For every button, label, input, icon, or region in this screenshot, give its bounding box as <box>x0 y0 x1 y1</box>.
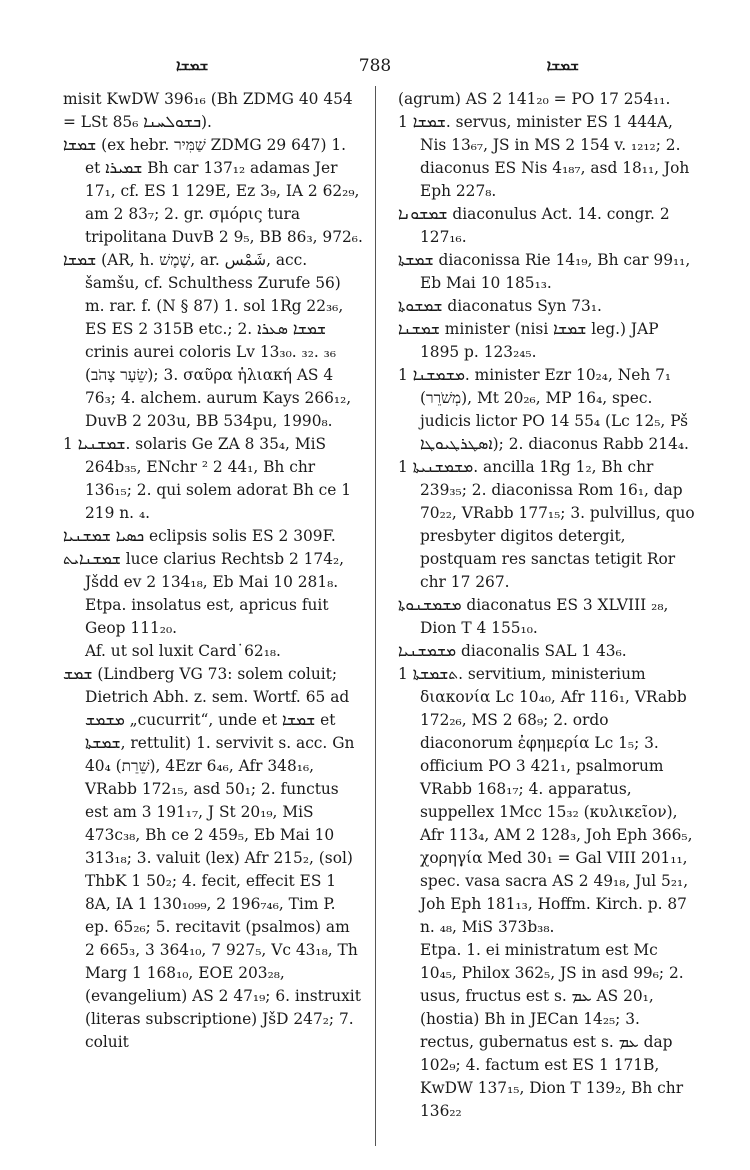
dictionary-entry: ܫܡܫܢܝܐ 1. solaris Ge ZA 8 35₄, MiS 264b₃₅, ENchr ² 2 44₁, Bh chr 136₁₅; 2. qui solem adorat Bh ce 1 219 n. ₄. <box>63 435 352 522</box>
header-right-word: ܫܡܫܐ <box>546 56 579 74</box>
dictionary-entry: ܫܡܫ (Lindberg VG 73: solem coluit; Dietrich Abh. z. sem. Wortf. 65 ad ܡܫܡܫ „cucurrit“, unde et ܫܡܫܐ et ܫܡܫܬܐ, rettulit) 1. servivit s. acc. Gn 40₄ (שֵׁרֵת), 4Ezr 6₄₆, Afr 348₁₆, VRabb 172₁₅, asd 50₁; 2. functus est am 3 191₁₇, J St 20₁₉, MiS 473c₃₈, Bh ce 2 459₅, Eb Mai 10 313₁₈; 3. valuit (lex) Afr 215₂, (sol) ThbK 1 50₂; 4. fecit, effecit ES 1 8A, IA 1 130₁₀₉₉, 2 196₇₄₆, Tim P. ep. 65₂₆; 5. recitavit (psalmos) am 2 665₃, 3 364₁₀, 7 927₅, Vc 43₁₈, Th Marg 1 168₁₀, EOE 203₂₈, (evangelium) AS 2 47₁₉; 6. instruxit (literas subscriptione) JšD 247₂; 7. coluit <box>63 665 361 1051</box>
dictionary-entry: ܫܡܫܐ 1. servus, minister ES 1 444A, Nis 13₆₇, JS in MS 2 154 v. ₁₂₁₂; 2. diaconus ES Nis 4₁₈₇, asd 18₁₁, Joh Eph 227₈. <box>398 113 690 200</box>
right-column <box>398 88 698 1123</box>
dictionary-entry: ܬܫܡܫܬܐ 1. servitium, ministerium διακονία Lc 10₄₀, Afr 116₁, VRabb 172₂₆, MS 2 68₉; 2. ordo diaconorum ἐφημερία Lc 1₅; 3. officium PO 3 421₁, psalmorum VRabb 168₁₇; 4. apparatus, suppellex 1Mcc 15₃₂ (κυλικεῖον), Afr 113₄, AM 2 128₃, Joh Eph 366₅, χορηγία Med 30₁ = Gal VIII 201₁₁, spec. vasa sacra AS 2 49₁₈, Jul 5₂₁, Joh Eph 181₁₃, Hoffm. Kirch. p. 87 n. ₄₈, MiS 373b₃₈. <box>398 665 693 936</box>
column-divider <box>375 86 376 1146</box>
dictionary-entry: Etpa. 1. ei ministratum est Mc 10₄₅, Philox 362₅, JS in asd 99₆; 2. usus, fructus est s. ܥܡ AS 20₁, (hostia) Bh in JECan 14₂₅; 3. rectus, gubernatus est s. ܥܡ dap 102₉; 4. factum est ES 1 171B, KwDW 137₁₅, Dion T 139₂, Bh chr 136₂₂ <box>420 941 684 1120</box>
dictionary-entry: Af. ut sol luxit Card˙62₁₈. <box>85 642 281 660</box>
dictionary-entry: (agrum) AS 2 141₂₀ = PO 17 254₁₁. <box>398 90 671 108</box>
dictionary-entry: ܫܡܫܢܐܝܬ luce clarius Rechtsb 2 174₂, Jšdd ev 2 134₁₈, Eb Mai 10 281₈. <box>63 550 345 591</box>
dictionary-entry: ܡܫܡܫܢܝܐ diaconalis SAL 1 43₆. <box>398 642 627 660</box>
dictionary-entry: ܫܡܫܐ (ex hebr. שַׁמִּיר ZDMG 29 647) 1. et ܫܡܝܪܐ Bh car 137₁₂ adamas Jer 17₁, cf. ES 1 129E, Ez 3₉, IA 2 62₂₉, am 2 83₇; 2. gr. σμόρις tura tripolitana DuvB 2 9₅, BB 86₃, 972₆. <box>63 136 363 246</box>
left-column <box>63 88 363 1054</box>
page-header <box>75 56 675 80</box>
dictionary-entry: Etpa. insolatus est, apricus fuit Geop 111₂₀. <box>85 596 329 637</box>
dictionary-entry: ܫܡܫܢܐ minister (nisi ܫܡܫܐ leg.) JAP 1895 p. 123₂₄₅. <box>398 320 659 361</box>
dictionary-entry: ܡܫܡܫܢܝܬܐ 1. ancilla 1Rg 1₂, Bh chr 239₃₅; 2. diaconissa Rom 16₁, dap 70₂₂, VRabb 177₁₅; 3. pulvillus, quo presbyter digitos detergit, postquam res sanctas tetigit Ror chr 17 267. <box>398 458 695 591</box>
dictionary-entry: ܡܫܡܫܢܘܬܐ diaconatus ES 3 XLVIII ₂₈, Dion T 4 155₁₀. <box>398 596 669 637</box>
dictionary-entry: ܫܡܫܐ (AR, h. שֶׁמֶשׁ, ar. شَمْس, acc. šamšu, cf. Schulthess Zurufe 56) m. rar. f. (N § 87) 1. sol 1Rg 22₃₆, ES ES 2 315B etc.; 2. ܫܡܫܐ ܣܥܪܐ crinis aurei coloris Lv 13₃₀. ₃₂. ₃₆ (שֵׂעָר צָהֹב); 3. σαῦρα ἡλιακή AS 4 76₃; 4. alchem. aurum Kays 266₁₂, DuvB 2 203u, BB 534pu, 1990₈. <box>63 251 352 430</box>
dictionary-entry: ܫܡܫܬܐ diaconissa Rie 14₁₉, Bh car 99₁₁, Eb Mai 10 185₁₃. <box>398 251 691 292</box>
dictionary-entry: misit KwDW 396₁₆ (Bh ZDMG 40 454 = LSt 85₆ ܒܫܘܠܚܢܐ). <box>63 90 353 131</box>
header-left-word: ܫܡܫܐ <box>176 56 209 74</box>
dictionary-entry: ܫܡܫܘܢܐ diaconulus Act. 14. congr. 2 127₁₆. <box>398 205 670 246</box>
dictionary-entry: ܫܡܫܘܬܐ diaconatus Syn 73₁. <box>398 297 602 315</box>
page-number: 788 <box>358 56 392 76</box>
dictionary-entry: ܡܫܡܫܢܐ 1. minister Ezr 10₂₄, Neh 7₁ (מְשֹׁרֵר), Mt 20₂₆, MP 16₄, spec. judicis lictor PO 14 55₄ (Lc 12₅, Pš ܐܣܛܪܛܝܘܛܐ); 2. diaconus Rabb 214₄. <box>398 366 689 453</box>
dictionary-entry: ܟܣܝܐ ܫܡܫܢܝܐ eclipsis solis ES 2 309F. <box>63 527 336 545</box>
